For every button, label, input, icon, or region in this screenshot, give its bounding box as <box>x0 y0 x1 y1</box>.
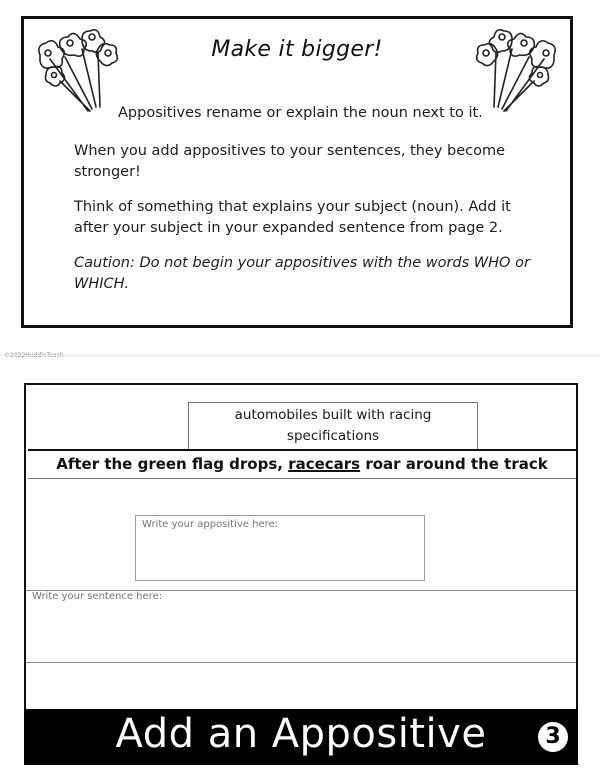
caution-text: Caution: Do not begin your appositives with the words WHO or WHICH. <box>74 255 530 292</box>
card-title: Make it bigger! <box>211 37 383 62</box>
instruction-text: Think of something that explains your subject (noun). Add it after your subject in your expanded sentence from page 2. <box>74 199 511 236</box>
definition-text: Appositives rename or explain the noun next to it. <box>118 105 483 121</box>
base-sentence <box>28 449 576 479</box>
appositive-input[interactable] <box>135 515 425 581</box>
sentence-input[interactable] <box>28 591 574 663</box>
sentence-area-bottom-rule <box>26 662 576 663</box>
sentence-start: After the green flag drops, <box>56 455 289 473</box>
page-divider <box>0 355 600 356</box>
activity-card <box>24 383 578 765</box>
page-number-badge: 3 <box>538 722 568 752</box>
footer-banner <box>24 709 578 765</box>
benefit-text: When you add appositives to your sentences, they become stronger! <box>74 143 506 180</box>
footer-title: Add an Appositive <box>115 711 487 757</box>
sentence-end: roar around the track <box>360 455 548 473</box>
appositive-example-box[interactable]: automobiles built with racing specifications <box>188 402 478 450</box>
instruction-card <box>21 16 573 328</box>
sentence-subject: racecars <box>288 455 361 473</box>
